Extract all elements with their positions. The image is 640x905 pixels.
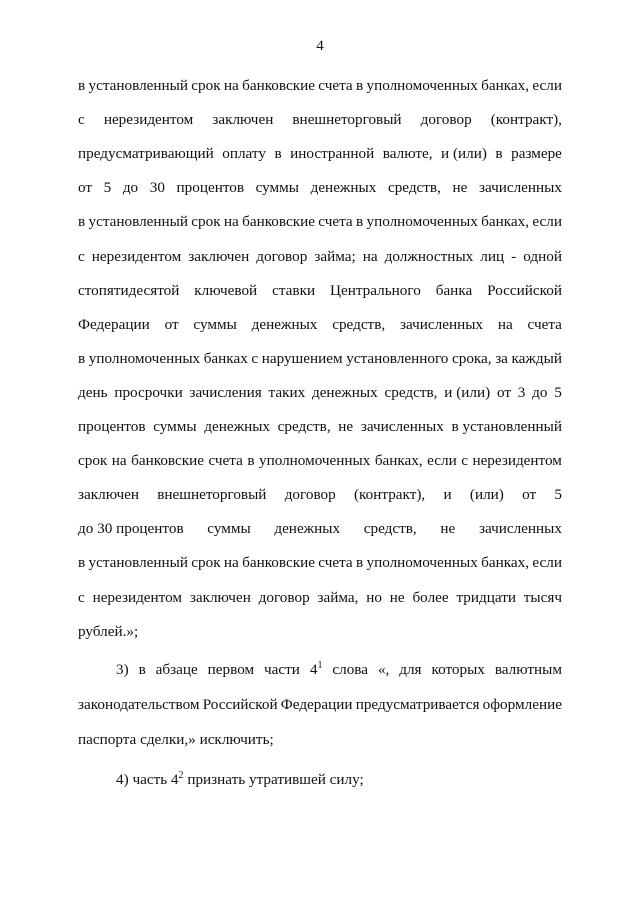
word: каждый — [511, 349, 562, 367]
word: более — [412, 588, 449, 606]
word: суммы — [193, 315, 237, 333]
word: лиц — [480, 247, 505, 265]
word: с — [461, 452, 468, 470]
word: на — [111, 452, 127, 470]
word: 3) — [116, 661, 129, 678]
word: оформление — [482, 696, 562, 713]
word: суммы — [207, 520, 251, 538]
item-3-line-1 — [116, 661, 562, 679]
word: до — [122, 179, 139, 197]
word: банка — [435, 281, 473, 299]
word: уполномоченных — [258, 452, 371, 470]
word: денежных — [310, 179, 377, 197]
word: процентов — [176, 179, 245, 197]
word: от — [496, 383, 511, 401]
word: которых — [431, 661, 485, 678]
word: если — [532, 77, 562, 94]
word: с — [78, 111, 85, 129]
text-line — [78, 282, 562, 300]
word: суммы — [153, 418, 197, 435]
word: денежных — [274, 520, 341, 538]
word: нерезидентом — [92, 588, 183, 606]
word: уполномоченных — [366, 77, 478, 94]
text-line — [78, 520, 562, 538]
word: зачисления — [189, 383, 262, 401]
word: не — [389, 588, 405, 606]
word: не — [452, 179, 468, 197]
word: если — [532, 554, 562, 572]
word: не — [440, 520, 456, 538]
word: на — [223, 213, 239, 231]
word: банках, — [481, 77, 530, 94]
text-line — [78, 384, 562, 402]
item-4-line — [116, 771, 562, 789]
word: заключен — [189, 588, 251, 606]
word: заключен — [212, 111, 274, 129]
word: Российской — [487, 281, 562, 299]
word: установленный — [88, 77, 188, 94]
word: абзаце — [155, 661, 198, 678]
text-line — [78, 145, 562, 163]
word: и (или) — [444, 383, 491, 401]
word: ставки — [272, 281, 316, 299]
word: слова — [332, 661, 369, 678]
word: средств, — [332, 315, 386, 333]
word: первом — [207, 661, 255, 678]
word: тысяч — [523, 588, 562, 606]
word: договор — [420, 111, 472, 129]
word: банковские — [242, 554, 315, 572]
text-line — [78, 111, 562, 129]
word: предусматривающий — [78, 145, 214, 163]
word: от — [164, 315, 179, 333]
word: в — [356, 77, 364, 94]
word: срок — [191, 77, 221, 94]
word: суммы — [255, 179, 299, 197]
word: одной — [523, 247, 562, 265]
word: зачисленных — [400, 315, 484, 333]
word: до 30 процентов — [78, 520, 184, 538]
word: от — [78, 179, 93, 197]
item-4-suffix: признать утратившей силу; — [183, 771, 364, 788]
word: средств, — [277, 418, 331, 435]
word: 30 — [149, 179, 165, 197]
word: «, — [377, 661, 390, 678]
word: но — [366, 588, 382, 606]
text-line — [78, 554, 562, 572]
word: размере — [511, 145, 562, 163]
word: денежных — [204, 418, 270, 435]
word: предусматривается — [355, 696, 480, 713]
item-3-line-2 — [78, 696, 562, 714]
word: средств, — [387, 179, 441, 197]
word: банках — [203, 349, 248, 367]
word: валюте, — [382, 145, 433, 163]
word: счета — [318, 554, 353, 572]
word: Российской — [202, 696, 278, 713]
word: банковские — [242, 213, 315, 231]
word: в — [78, 213, 86, 231]
word: денежных — [311, 383, 378, 401]
word: оплату — [222, 145, 266, 163]
word: Федерации — [78, 315, 150, 333]
word: нарушением — [261, 349, 343, 367]
word: счета — [527, 315, 562, 333]
word: (контракт), — [354, 486, 426, 504]
word: банках, — [374, 452, 423, 470]
word: на — [362, 247, 378, 265]
word: в — [495, 145, 503, 163]
word: в — [247, 452, 255, 470]
word: нерезидентом — [103, 111, 194, 129]
word: Центрального — [330, 281, 421, 299]
word: стопятидесятой — [78, 281, 180, 299]
word: зачисленных — [478, 520, 562, 538]
word: средств, — [384, 383, 438, 401]
word: в — [78, 554, 86, 572]
word: от — [522, 486, 537, 504]
text-line — [78, 486, 562, 504]
word: в — [274, 145, 282, 163]
word: и (или) — [441, 145, 487, 163]
text-line — [78, 213, 562, 231]
word: 5 — [103, 179, 112, 197]
word: не — [338, 418, 354, 435]
word: срок — [191, 554, 221, 572]
word: договор — [256, 247, 308, 265]
word: в — [78, 349, 86, 367]
word: в — [356, 554, 364, 572]
word: (контракт), — [490, 111, 562, 129]
word: процентов — [78, 418, 146, 435]
text-line — [78, 316, 562, 334]
word: внешнеторговый — [157, 486, 267, 504]
word: срок — [191, 213, 221, 231]
word: срока, — [451, 349, 492, 367]
word: (или) — [469, 486, 504, 504]
word: договор — [258, 588, 310, 606]
word: иностранной — [290, 145, 375, 163]
word: просрочки — [114, 383, 183, 401]
word: тридцати — [456, 588, 516, 606]
word: на — [497, 315, 513, 333]
word: и — [443, 486, 452, 504]
word: уполномоченных — [366, 213, 478, 231]
word: в установленный — [451, 418, 562, 435]
word: с — [78, 588, 85, 606]
word: банках, — [481, 213, 530, 231]
word: договор — [284, 486, 336, 504]
text-line — [78, 179, 562, 197]
word: на — [223, 554, 239, 572]
word: зачисленных — [478, 179, 562, 197]
word: займа, — [317, 588, 359, 606]
word: 3 — [517, 383, 526, 401]
word: банках, — [481, 554, 530, 572]
word: банковские — [242, 77, 315, 94]
word: уполномоченных — [366, 554, 478, 572]
word: валютным — [494, 661, 562, 678]
word: средств, — [363, 520, 417, 538]
word: таких — [268, 383, 306, 401]
page-number: 4 — [316, 38, 324, 54]
word: нерезидентом — [472, 452, 562, 470]
item-3-line-3: паспорта сделки,» исключить; — [78, 731, 274, 748]
word: - — [511, 247, 517, 265]
word: нерезидентом — [91, 247, 182, 265]
word: ключевой — [194, 281, 258, 299]
word: установленного — [346, 349, 449, 367]
word: внешнеторговый — [292, 111, 402, 129]
word: срок — [78, 452, 108, 470]
word: займа; — [314, 247, 356, 265]
item-4-superscript: 2 — [178, 769, 184, 781]
word: счета — [318, 213, 353, 231]
word: установленный — [88, 213, 188, 231]
word: счета — [318, 77, 353, 94]
text-line — [78, 452, 562, 470]
word: 5 — [554, 383, 562, 401]
word: с — [78, 247, 85, 265]
text-line — [78, 589, 562, 607]
word: если — [532, 213, 562, 231]
word: за — [495, 349, 508, 367]
word: в — [356, 213, 364, 231]
word: с — [251, 349, 259, 367]
text-line — [78, 248, 562, 266]
word: для — [399, 661, 422, 678]
text-line — [78, 418, 562, 436]
word: в — [138, 661, 146, 678]
word: должностных — [384, 247, 474, 265]
word: в — [78, 77, 86, 94]
word: заключен — [188, 247, 250, 265]
word: законодательством — [78, 696, 200, 713]
word: на — [223, 77, 239, 94]
word: денежных — [251, 315, 318, 333]
text-line — [78, 77, 562, 95]
text-line: рублей.»; — [78, 622, 139, 640]
word: день — [78, 383, 108, 401]
word: заключен — [78, 486, 139, 504]
word: если — [427, 452, 457, 470]
word: банковские — [131, 452, 204, 470]
word: до — [532, 383, 548, 401]
text-line — [78, 350, 562, 368]
word: 5 — [554, 486, 562, 504]
word: зачисленных — [360, 418, 444, 435]
word: уполномоченных — [88, 349, 201, 367]
word: Федерации — [280, 696, 353, 713]
item-4-prefix: 4) часть 4 — [116, 771, 179, 788]
word: установленный — [88, 554, 188, 572]
word: части — [264, 661, 300, 678]
word: счета — [208, 452, 243, 470]
word: $4^1$ — [309, 659, 323, 678]
